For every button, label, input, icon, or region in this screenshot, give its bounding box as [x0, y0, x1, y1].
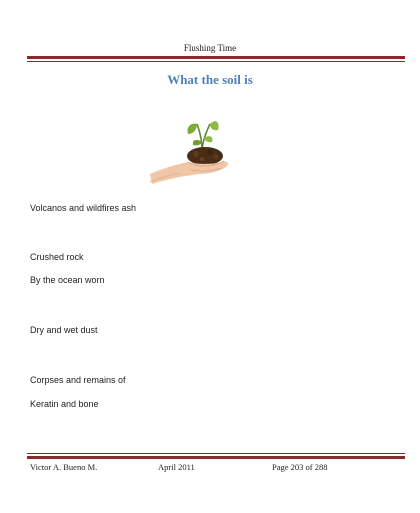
poem-line: Dry and wet dust	[30, 325, 98, 335]
poem-line: By the ocean worn	[30, 275, 105, 285]
footer-author: Victor A. Bueno M.	[30, 462, 98, 472]
footer-date: April 2011	[158, 462, 195, 472]
header-rule	[27, 56, 405, 59]
poem-line: Crushed rock	[30, 252, 84, 262]
header-title: Flushing Time	[183, 43, 237, 53]
footer-rule-thin	[27, 453, 405, 454]
page-title: What the soil is	[167, 72, 253, 87]
poem-line: Corpses and remains of	[30, 375, 126, 385]
hand-holding-seedling-icon	[150, 112, 240, 197]
poem-line: Volcanos and wildfires ash	[30, 203, 137, 213]
footer-page-number: Page 203 of 288	[272, 462, 328, 472]
footer-rule	[27, 456, 405, 459]
header-rule-thin	[27, 61, 405, 62]
poem-line: Keratin and bone	[30, 399, 99, 409]
